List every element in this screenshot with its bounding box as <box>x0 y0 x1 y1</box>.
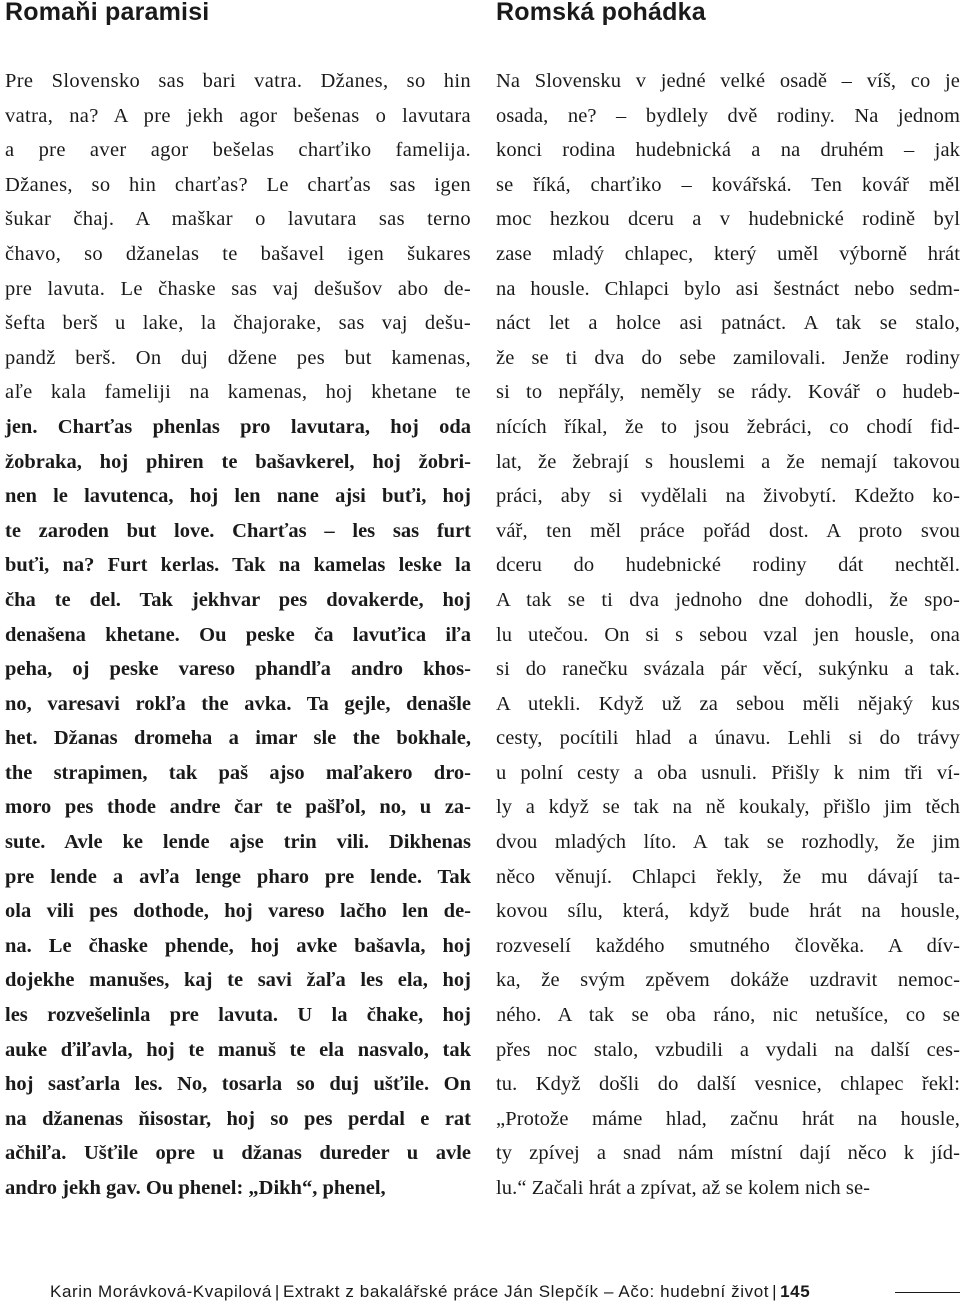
romani-heading: Romaňi paramisi <box>5 0 210 26</box>
romani-text-line: žobraka, hoj phiren te bašavkerel, hoj žobri- <box>5 450 471 473</box>
czech-text-line: lu utečou. On si s sebou vzal jen housle, ona <box>496 623 960 646</box>
czech-text-line: práci, aby si vydělali na živobytí. Kdežto ko- <box>496 485 960 508</box>
czech-text-line: si do ranečku svázala pár věcí, sukýnku a tak. <box>496 658 960 681</box>
romani-text-line: čha te del. Tak jekhvar pes dovakerde, hoj <box>5 588 471 611</box>
romani-text-line: no, varesavi rokľa the avka. Ta gejle, denašle <box>5 692 471 715</box>
romani-text-line: Pre Slovensko sas bari vatra. Džanes, so hin <box>5 70 471 92</box>
czech-text-line: ka, že svým zpěvem dokáže uzdravit nemoc- <box>496 969 960 992</box>
romani-text-line: pre lavuta. Le čhaske sas vaj dešušov abo de- <box>5 277 471 300</box>
romani-text-line: ačhiľa. Ušťile opre u džanas dureder u avle <box>5 1142 471 1165</box>
romani-text-line: jen. Charťas phenlas pro lavutara, hoj oda <box>5 415 471 438</box>
footer-author: Karin Morávková-Kvapilová <box>50 1282 272 1301</box>
czech-text-line: nících říkal, že to jsou žebráci, co chodí fid- <box>496 415 960 438</box>
romani-text-line: dojekhe manušes, kaj te savi žaľa les ela, hoj <box>5 969 471 992</box>
romani-text-line: pre lende a avľa lenge pharo pre lende. Tak <box>5 865 471 888</box>
romani-text-line: sute. Avle ke lende ajse trin vili. Dikhenas <box>5 831 471 854</box>
romani-text-line: pandž berš. On duj džene pes but kamenas, <box>5 346 471 369</box>
czech-text <box>496 64 960 1206</box>
czech-heading: Romská pohádka <box>496 0 706 26</box>
czech-text-line: dvou mladých líto. A tak se rozhodly, že jim <box>496 831 960 854</box>
czech-column <box>496 0 960 1199</box>
romani-text-line: a pre aver agor bešelas charťiko famelija. <box>5 139 471 162</box>
czech-text-line: konci rodina hudebnická a na druhém – jak <box>496 139 960 162</box>
czech-text-line: A tak se ti dva jednoho dne dohodli, že spo- <box>496 588 960 611</box>
romani-text-line: auke ďiľavla, hoj te manuš te ela nasvalo, tak <box>5 1038 471 1061</box>
footer-text <box>50 1279 810 1305</box>
romani-text-line: vatra, na? A pre jekh agor bešenas o lavutara <box>5 104 471 127</box>
czech-text-line: že se ti dva do sebe zamilovali. Jenže rodiny <box>496 346 960 369</box>
czech-text-line: na housle. Chlapci bylo asi šestnáct nebo sedm- <box>496 277 960 300</box>
romani-text-line: buťi, na? Furt kerlas. Tak na kamelas leske la <box>5 554 471 577</box>
romani-text-line: ola vili pes dothode, hoj vareso lačho len de- <box>5 900 471 923</box>
czech-text-line: „Protože máme hlad, začnu hrát na housle, <box>496 1107 960 1130</box>
romani-column <box>5 0 471 1199</box>
czech-text-line: ly a když se tak na ně koukaly, přišlo jim těch <box>496 796 960 819</box>
czech-text-line: dceru do hudebnické rodiny dát nechtěl. <box>496 554 960 577</box>
romani-text <box>5 64 471 1206</box>
footer-title: Extrakt z bakalářské práce Ján Slepčík – Ačo: hudební život <box>282 1282 770 1301</box>
czech-text-line: něco věnují. Chlapci řekly, že mu dávají ta- <box>496 865 960 888</box>
romani-text-line: hoj sasťarla les. No, tosarla so duj ušťile. On <box>5 1073 471 1096</box>
romani-text-line: moro pes thode andre čar te pašľol, no, u za- <box>5 796 471 819</box>
czech-text-line: tu. Když došli do další vesnice, chlapec řekl: <box>496 1073 960 1096</box>
romani-text-line: the strapimen, tak paš ajso maľakero dro- <box>5 761 471 784</box>
czech-text-line: přes noc stalo, vzbudili a vydali na další ces- <box>496 1038 960 1061</box>
czech-text-line: osada, ne? – bydlely dvě rodiny. Na jednom <box>496 104 960 127</box>
romani-text-line: nen le lavutenca, hoj len nane ajsi buťi, hoj <box>5 485 471 508</box>
czech-text-line: cesty, pocítili hlad a únavu. Lehli si do trávy <box>496 727 960 750</box>
czech-text-line: ty zpívej a snad nám místní dají něco k jíd- <box>496 1142 960 1165</box>
romani-text-line: andro jekh gav. Ou phenel: „Dikh“, phenel, <box>5 1177 386 1199</box>
czech-text-line: vář, ten měl práce pořád dost. A proto svou <box>496 519 960 542</box>
czech-text-line: ného. A tak se oba ráno, nic netušíce, co se <box>496 1004 960 1027</box>
czech-text-line: u polní cesty a oba usnuli. Přišly k nim tři ví- <box>496 761 960 784</box>
czech-text-line: kovou sílu, která, když bude hrát na housle, <box>496 900 960 923</box>
romani-text-line: denašena khetane. Ou peske ča lavuťica iľa <box>5 623 471 646</box>
czech-text-line: lu.“ Začali hrát a zpívat, až se kolem nich se- <box>496 1177 871 1199</box>
romani-text-line: aľe kala fameliji na kamenas, hoj khetane te <box>5 381 471 404</box>
czech-text-line: náct let a holce asi patnáct. A tak se stalo, <box>496 312 960 335</box>
czech-text-line: zase mladý chlapec, který uměl výborně hrát <box>496 242 960 265</box>
czech-text-line: A utekli. Když už za sebou měli nějaký kus <box>496 692 960 715</box>
page-footer <box>0 1279 960 1305</box>
romani-text-line: na džanenas ňisostar, hoj so pes perdal e rat <box>5 1107 471 1130</box>
romani-text-line: na. Le čhaske phende, hoj avke bašavla, hoj <box>5 934 471 957</box>
page-number: 145 <box>780 1282 811 1301</box>
romani-text-line: šefta berš u lake, la čhajorake, sas vaj dešu- <box>5 312 471 335</box>
czech-text-line: lat, že žebrají s houslemi a že nemají takovou <box>496 450 960 473</box>
czech-text-line: rozveselí každého smutného člověka. A dív- <box>496 934 960 957</box>
czech-text-line: se říká, charťiko – kovářská. Ten kovář měl <box>496 173 960 196</box>
romani-text-line: šukar čhaj. A maškar o lavutara sas terno <box>5 208 471 231</box>
romani-text-line: Džanes, so hin charťas? Le charťas sas igen <box>5 173 471 196</box>
footer-separator-2: | <box>772 1282 778 1301</box>
romani-text-line: les rozvešelinla pre lavuta. U la čhake, hoj <box>5 1004 471 1027</box>
romani-text-line: het. Džanas dromeha a imar sle the bokhale, <box>5 727 471 750</box>
romani-text-line: čhavo, so džanelas te bašavel igen šukares <box>5 242 471 265</box>
footer-separator: | <box>274 1282 280 1301</box>
czech-text-line: Na Slovensku v jedné velké osadě – víš, co je <box>496 70 960 92</box>
romani-text-line: peha, oj peske vareso phandľa andro khos- <box>5 658 471 681</box>
czech-text-line: moc hezkou dceru a v hudebnické rodině byl <box>496 208 960 231</box>
czech-text-line: si to nepřály, neměly se rády. Kovář o hudeb- <box>496 381 960 404</box>
romani-text-line: te zaroden but love. Charťas – les sas furt <box>5 519 471 542</box>
footer-rule <box>895 1292 960 1293</box>
